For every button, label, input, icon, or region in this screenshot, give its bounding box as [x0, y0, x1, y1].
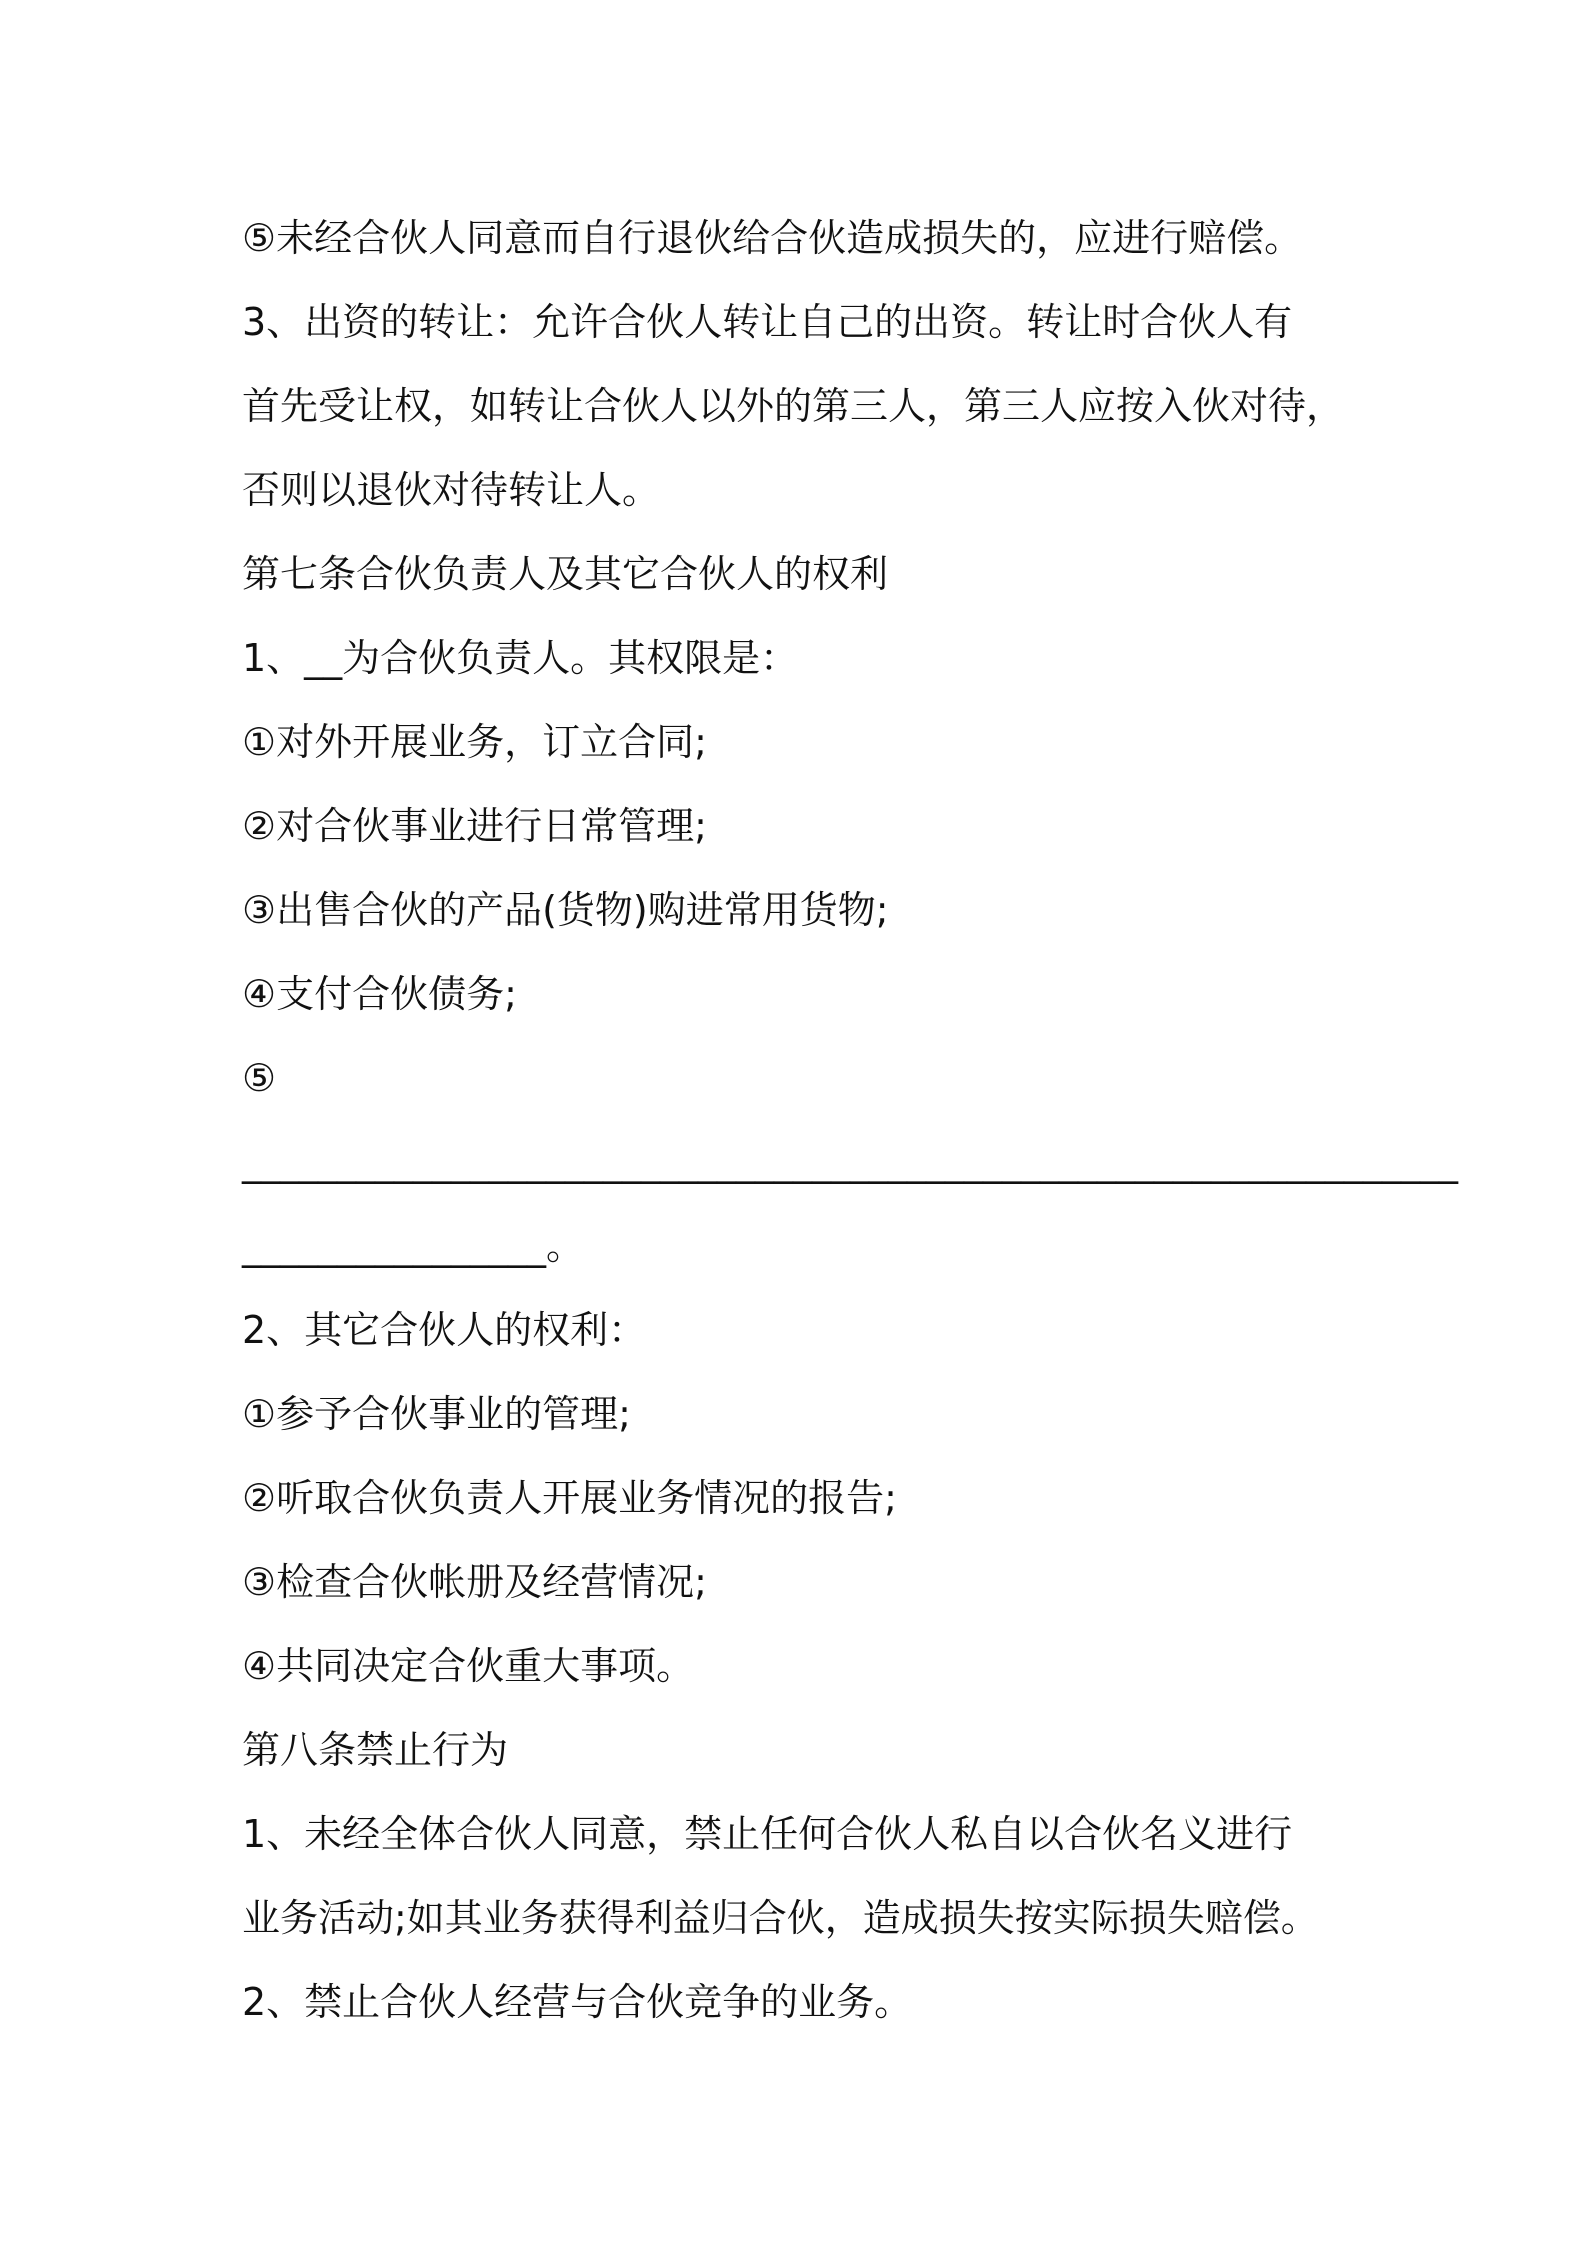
clause-line: ③出售合伙的产品(货物)购进常用货物;: [242, 888, 889, 932]
clause-line: ④共同决定合伙重大事项。: [242, 1644, 695, 1688]
clause-line: ④支付合伙债务;: [242, 972, 517, 1016]
clause-line: ①参予合伙事业的管理;: [242, 1392, 631, 1436]
clause-line: 2、禁止合伙人经营与合伙竞争的业务。: [242, 1980, 913, 2024]
clause-line: 3、出资的转让：允许合伙人转让自己的出资。转让时合伙人有: [242, 300, 1293, 344]
clause-line: 1、__为合伙负责人。其权限是：: [242, 636, 799, 680]
clause-line: ②听取合伙负责人开展业务情况的报告;: [242, 1476, 897, 1520]
clause-line: ⑤: [242, 1056, 277, 1100]
clause-line: 首先受让权，如转让合伙人以外的第三人，第三人应按入伙对待，: [242, 384, 1345, 428]
clause-line: 2、其它合伙人的权利：: [242, 1308, 647, 1352]
document-body: [242, 196, 1458, 2044]
clause-line: ③检查合伙帐册及经营情况;: [242, 1560, 707, 1604]
clause-line: 业务活动;如其业务获得利益归合伙，造成损失按实际损失赔偿。: [242, 1896, 1319, 1940]
clause-line: 1、未经全体合伙人同意，禁止任何合伙人私自以合伙名义进行: [242, 1812, 1293, 1856]
clause-line: ①对外开展业务，订立合同;: [242, 720, 707, 764]
article-heading: 第七条合伙负责人及其它合伙人的权利: [242, 552, 889, 596]
fill-in-blank-line: ________________。: [242, 1224, 585, 1268]
clause-line: ⑤未经合伙人同意而自行退伙给合伙造成损失的，应进行赔偿。: [242, 216, 1303, 260]
fill-in-blank-line: ________________________________________________________________: [242, 1140, 1458, 1184]
clause-line: ②对合伙事业进行日常管理;: [242, 804, 707, 848]
clause-line: 否则以退伙对待转让人。: [242, 468, 661, 512]
article-heading: 第八条禁止行为: [242, 1728, 509, 1772]
